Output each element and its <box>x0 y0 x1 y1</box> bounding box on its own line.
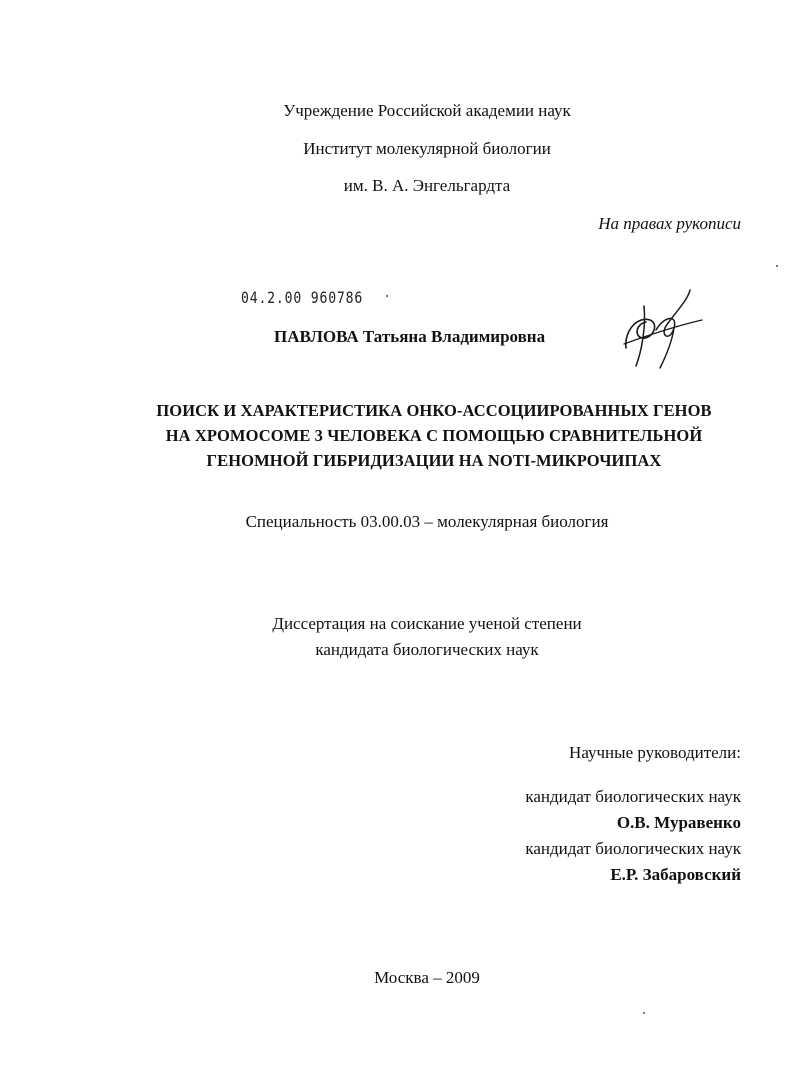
supervisor-name: О.В. Муравенко <box>616 813 741 832</box>
author-surname: ПАВЛОВА <box>274 327 359 346</box>
rights-note: На правах рукописи <box>598 214 741 233</box>
city-year: Москва – 2009 <box>374 968 480 987</box>
dissertation-title <box>0 398 794 473</box>
supervisor-name: Е.Р. Забаровский <box>610 865 741 884</box>
supervisors-heading: Научные руководители: <box>569 743 741 762</box>
author-given-names: Татьяна Владимировна <box>362 327 546 346</box>
dissertation-degree-line-1: Диссертация на соискание ученой степени <box>272 614 582 633</box>
title-line: ГЕНОМНОЙ ГИБРИДИЗАЦИИ НА NOTI-МИКРОЧИПАХ <box>206 451 662 470</box>
scan-speck <box>643 1012 645 1014</box>
handwritten-signature <box>616 286 706 372</box>
supervisor-degree: кандидат биологических наук <box>525 787 741 806</box>
supervisor-degree: кандидат биологических наук <box>525 839 741 858</box>
title-line: ПОИСК И ХАРАКТЕРИСТИКА ОНКО-АССОЦИИРОВАННЫХ ГЕНОВ <box>156 401 712 420</box>
institute-named-after: им. В. А. Энгельгардта <box>343 176 511 195</box>
stamp-speck <box>386 295 388 297</box>
institution-name: Учреждение Российской академии наук <box>283 101 571 120</box>
scan-speck <box>776 265 778 267</box>
specialty: Специальность 03.00.03 – молекулярная биология <box>245 512 609 531</box>
author-name <box>274 327 545 347</box>
title-line: НА ХРОМОСОМЕ 3 ЧЕЛОВЕКА С ПОМОЩЬЮ СРАВНИТЕЛЬНОЙ <box>165 426 703 445</box>
registration-stamp-number: 04.2.00 960786 <box>241 288 364 307</box>
institute-name: Институт молекулярной биологии <box>303 139 551 158</box>
dissertation-degree-line-2: кандидата биологических наук <box>315 640 539 659</box>
